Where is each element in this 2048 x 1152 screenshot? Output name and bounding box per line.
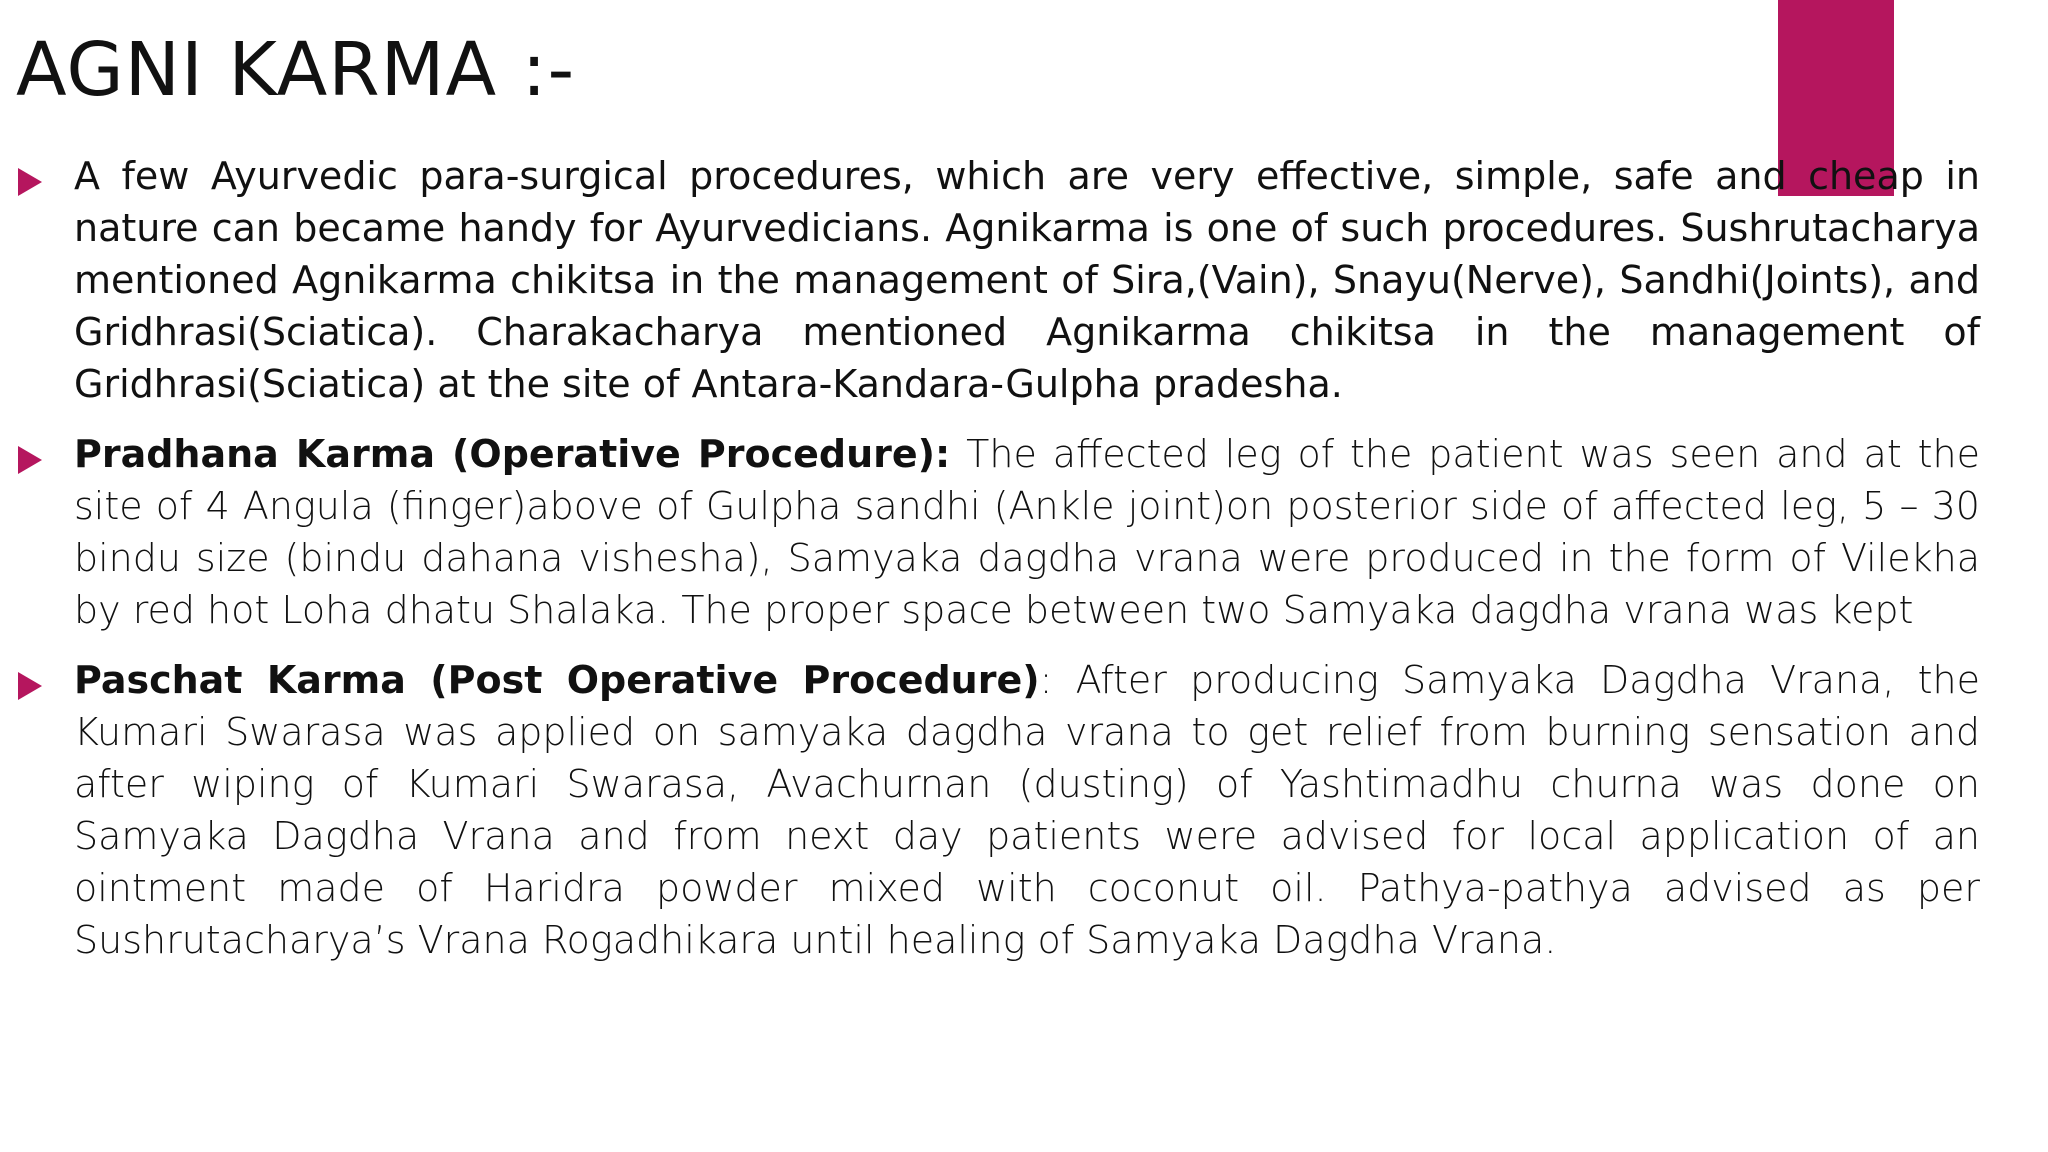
bullet-item-intro [18,150,1980,410]
bullet-lead: Pradhana Karma (Operative Procedure): [74,432,951,476]
triangle-bullet-icon [18,672,42,700]
bullet-text-pradhana-karma [74,428,1980,636]
bullet-text-paschat-karma [74,654,1980,966]
bullet-text-intro [74,150,1980,410]
bullet-lead: Paschat Karma (Post Operative Procedure) [74,658,1040,702]
bullet-body: The affected leg of the patient was seen and at the site of 4 Angula (finger)above of Gulpha sandhi (Ankle joint)on posterior side of affected leg, 5 – 30 bindu size (bindu dahana vishesha), Samyaka dagdha vrana were produced in the form of Vilekha by red hot Loha dhatu Shalaka. The proper space between two Samyaka dagdha vrana was kept [74,432,1981,632]
bullet-list [18,150,1980,984]
triangle-bullet-icon [18,168,42,196]
bullet-item-pradhana-karma [18,428,1980,636]
slide-title: AGNI KARMA :- [16,27,576,113]
bullet-body: A few Ayurvedic para-surgical procedures, which are very effective, simple, safe and cheap in nature can became handy for Ayurvedicians. Agnikarma is one of such procedures. Sushrutacharya mentioned Agnikarma chikitsa in the management of Sira,(Vain), Snayu(Nerve), Sandhi(Joints), and Gridhrasi(Sciatica). Charakacharya mentioned Agnikarma chikitsa in the management of Gridhrasi(Sciatica) at the site of Antara-Kandara-Gulpha pradesha. [74,154,1980,406]
triangle-bullet-icon [18,446,42,474]
bullet-body: : After producing Samyaka Dagdha Vrana, the Kumari Swarasa was applied on samyaka dagdha vrana to get relief from burning sensation and after wiping of Kumari Swarasa, Avachurnan (dusting) of Yashtimadhu churna was done on Samyaka Dagdha Vrana and from next day patients were advised for local application of an ointment made of Haridra powder mixed with coconut oil. Pathya-pathya advised as per Sushrutacharya’s Vrana Rogadhikara until healing of Samyaka Dagdha Vrana. [74,658,1980,962]
bullet-item-paschat-karma [18,654,1980,966]
